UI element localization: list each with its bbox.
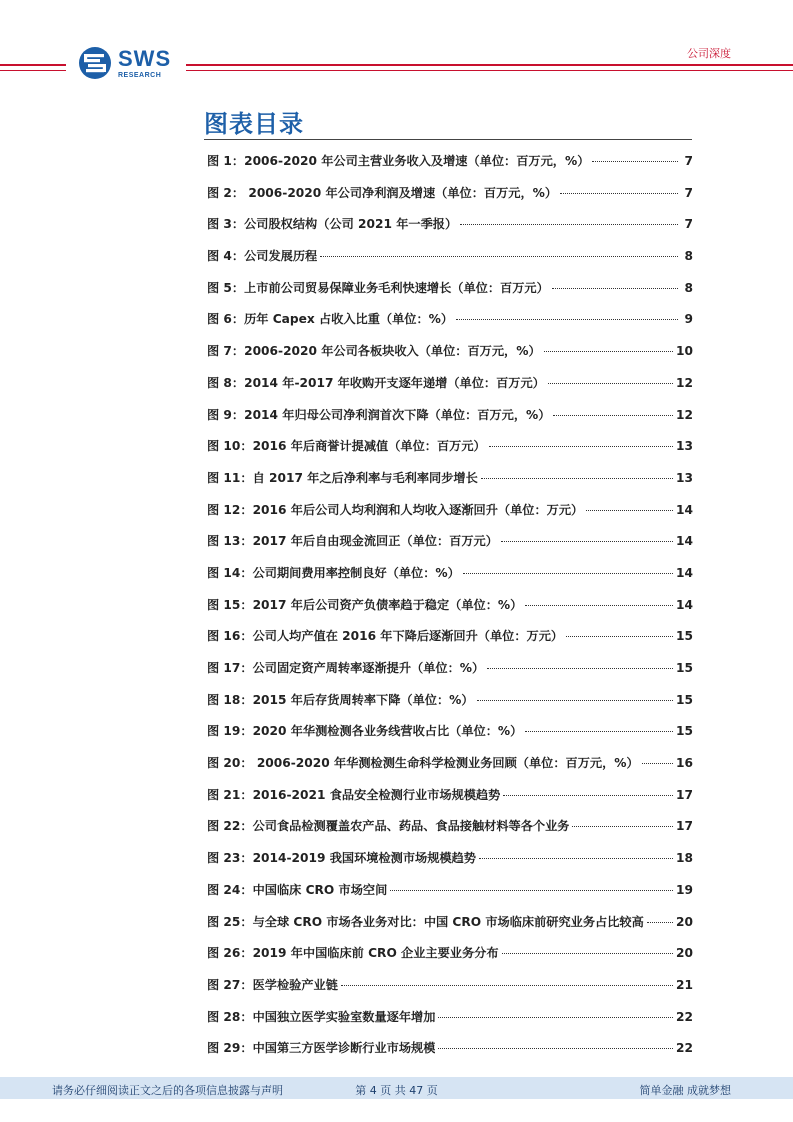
toc-entry-label: 图 28：中国独立医学实验室数量逐年增加 <box>207 1009 436 1024</box>
toc-leader-dots <box>525 731 673 732</box>
figure-table-of-contents <box>207 152 693 1071</box>
toc-entry-page: 22 <box>676 1041 693 1056</box>
toc-entry-page: 16 <box>676 756 693 771</box>
toc-entry[interactable] <box>207 596 693 628</box>
toc-leader-dots <box>566 636 673 637</box>
toc-entry-label: 图 19：2020 年华测检测各业务线营收占比（单位：%） <box>207 724 523 739</box>
toc-entry-label: 图 29：中国第三方医学诊断行业市场规模 <box>207 1041 436 1056</box>
toc-entry-page: 14 <box>676 534 693 549</box>
toc-entry-page: 7 <box>684 154 693 168</box>
toc-entry[interactable] <box>207 247 693 279</box>
toc-entry[interactable] <box>207 913 693 945</box>
toc-entry-page: 15 <box>676 629 693 644</box>
toc-entry-label: 图 2： 2006-2020 年公司净利润及增速（单位：百万元，%） <box>207 185 558 200</box>
toc-entry[interactable] <box>207 722 693 754</box>
toc-leader-dots <box>553 415 673 416</box>
toc-entry[interactable] <box>207 944 693 976</box>
toc-entry[interactable] <box>207 786 693 818</box>
toc-leader-dots <box>390 890 673 891</box>
toc-entry[interactable] <box>207 849 693 881</box>
toc-entry[interactable] <box>207 310 693 342</box>
toc-leader-dots <box>548 383 673 384</box>
toc-entry-page: 10 <box>676 344 693 359</box>
company-logo <box>66 40 186 86</box>
toc-entry-label: 图 3：公司股权结构（公司 2021 年一季报） <box>207 217 458 232</box>
toc-entry-page: 21 <box>676 977 693 992</box>
toc-entry[interactable] <box>207 754 693 786</box>
toc-leader-dots <box>477 700 673 701</box>
toc-entry[interactable] <box>207 532 693 564</box>
toc-entry[interactable] <box>207 342 693 374</box>
toc-entry-page: 9 <box>684 312 693 327</box>
toc-entry-label: 图 13：2017 年后自由现金流回正（单位：百万元） <box>207 534 498 549</box>
disclaimer-notice: 请务必仔细阅读正文之后的各项信息披露与声明 <box>52 1084 283 1097</box>
toc-leader-dots <box>642 763 673 764</box>
toc-leader-dots <box>586 510 673 511</box>
toc-entry-label: 图 21：2016-2021 食品安全检测行业市场规模趋势 <box>207 787 501 802</box>
toc-entry[interactable] <box>207 659 693 691</box>
toc-entry-page: 12 <box>676 407 693 422</box>
toc-entry-page: 20 <box>676 914 693 929</box>
page-footer <box>0 1077 793 1099</box>
toc-entry-page: 17 <box>676 787 693 802</box>
toc-leader-dots <box>460 224 678 225</box>
toc-leader-dots <box>560 193 678 194</box>
toc-entry-page: 22 <box>676 1009 693 1024</box>
logo-subtext: RESEARCH <box>118 71 162 79</box>
toc-entry[interactable] <box>207 374 693 406</box>
toc-leader-dots <box>502 953 673 954</box>
toc-entry-label: 图 7：2006-2020 年公司各板块收入（单位：百万元，%） <box>207 344 541 359</box>
page-title: 图表目录 <box>204 110 304 138</box>
toc-entry-label: 图 9：2014 年归母公司净利润首次下降（单位：百万元，%） <box>207 407 551 422</box>
toc-entry[interactable] <box>207 564 693 596</box>
toc-entry-label: 图 22：公司食品检测覆盖农产品、药品、食品接触材料等各个业务 <box>207 819 570 834</box>
toc-leader-dots <box>503 795 673 796</box>
sws-logo-icon <box>78 46 112 80</box>
toc-entry-label: 图 8：2014 年-2017 年收购开支逐年递增（单位：百万元） <box>207 375 545 390</box>
toc-entry-label: 图 26：2019 年中国临床前 CRO 企业主要业务分布 <box>207 946 499 961</box>
toc-leader-dots <box>647 922 673 923</box>
toc-entry-label: 图 6：历年 Capex 占收入比重（单位：%） <box>207 312 454 327</box>
toc-entry-page: 14 <box>676 502 693 517</box>
toc-leader-dots <box>320 256 678 257</box>
toc-entry[interactable] <box>207 1039 693 1071</box>
toc-leader-dots <box>463 573 673 574</box>
toc-leader-dots <box>552 288 678 289</box>
title-divider <box>204 139 692 140</box>
toc-entry-page: 8 <box>684 280 693 295</box>
toc-entry[interactable] <box>207 1008 693 1040</box>
toc-entry-label: 图 16：公司人均产值在 2016 年下降后逐渐回升（单位：万元） <box>207 629 564 644</box>
toc-entry-label: 图 23：2014-2019 我国环境检测市场规模趋势 <box>207 851 476 866</box>
toc-entry-label: 图 20： 2006-2020 年华测检测生命科学检测业务回顾（单位：百万元，%） <box>207 756 639 771</box>
toc-entry-label: 图 10：2016 年后商誉计提减值（单位：百万元） <box>207 439 486 454</box>
toc-entry[interactable] <box>207 817 693 849</box>
toc-entry[interactable] <box>207 469 693 501</box>
toc-entry-label: 图 11：自 2017 年之后净利率与毛利率同步增长 <box>207 470 478 485</box>
page-number: 第 4 页 共 47 页 <box>355 1084 438 1097</box>
toc-entry-page: 18 <box>676 851 693 866</box>
toc-entry-label: 图 15：2017 年后公司资产负债率趋于稳定（单位：%） <box>207 597 523 612</box>
toc-leader-dots <box>501 541 673 542</box>
toc-entry[interactable] <box>207 691 693 723</box>
toc-entry-page: 7 <box>684 217 693 232</box>
toc-leader-dots <box>479 858 673 859</box>
toc-entry[interactable] <box>207 976 693 1008</box>
toc-entry-label: 图 1：2006-2020 年公司主营业务收入及增速（单位：百万元，%） <box>207 154 590 168</box>
toc-entry-page: 15 <box>676 692 693 707</box>
toc-entry-label: 图 12：2016 年后公司人均利润和人均收入逐渐回升（单位：万元） <box>207 502 584 517</box>
toc-leader-dots <box>544 351 673 352</box>
toc-entry-page: 15 <box>676 661 693 675</box>
toc-entry-page: 13 <box>676 439 693 454</box>
toc-entry-label: 图 27：医学检验产业链 <box>207 977 338 992</box>
toc-leader-dots <box>572 826 673 827</box>
toc-entry[interactable] <box>207 881 693 913</box>
toc-entry-label: 图 24：中国临床 CRO 市场空间 <box>207 882 388 897</box>
toc-leader-dots <box>438 1017 673 1018</box>
page-header <box>0 0 793 90</box>
toc-leader-dots <box>487 668 673 669</box>
toc-leader-dots <box>592 161 678 162</box>
toc-entry-page: 20 <box>676 946 693 961</box>
toc-entry[interactable] <box>207 152 693 184</box>
toc-leader-dots <box>481 478 673 479</box>
toc-leader-dots <box>438 1048 673 1049</box>
toc-entry[interactable] <box>207 184 693 216</box>
toc-entry[interactable] <box>207 279 693 311</box>
toc-leader-dots <box>341 985 673 986</box>
toc-entry-label: 图 18：2015 年后存货周转率下降（单位：%） <box>207 692 474 707</box>
toc-entry-page: 7 <box>684 185 693 200</box>
toc-entry[interactable] <box>207 501 693 533</box>
toc-entry-page: 8 <box>684 249 693 264</box>
toc-entry[interactable] <box>207 437 693 469</box>
toc-entry-label: 图 4：公司发展历程 <box>207 249 318 264</box>
toc-entry-label: 图 17：公司固定资产周转率逐渐提升（单位：%） <box>207 661 485 675</box>
toc-entry-page: 15 <box>676 724 693 739</box>
toc-leader-dots <box>489 446 673 447</box>
toc-entry-page: 14 <box>676 565 693 580</box>
footer-slogan: 简单金融 成就梦想 <box>639 1084 731 1097</box>
toc-entry-label: 图 14：公司期间费用率控制良好（单位：%） <box>207 565 460 580</box>
report-type-tag: 公司深度 <box>687 47 731 60</box>
toc-entry[interactable] <box>207 627 693 659</box>
toc-entry-page: 14 <box>676 597 693 612</box>
toc-entry[interactable] <box>207 215 693 247</box>
toc-entry-page: 17 <box>676 819 693 834</box>
toc-entry-label: 图 25：与全球 CRO 市场各业务对比：中国 CRO 市场临床前研究业务占比较高 <box>207 914 644 929</box>
toc-leader-dots <box>525 605 673 606</box>
toc-entry-page: 12 <box>676 375 693 390</box>
toc-entry-page: 19 <box>676 882 693 897</box>
logo-text: SWS <box>118 45 172 71</box>
toc-entry[interactable] <box>207 406 693 438</box>
toc-entry-page: 13 <box>676 470 693 485</box>
toc-leader-dots <box>456 319 678 320</box>
toc-entry-label: 图 5：上市前公司贸易保障业务毛利快速增长（单位：百万元） <box>207 280 549 295</box>
